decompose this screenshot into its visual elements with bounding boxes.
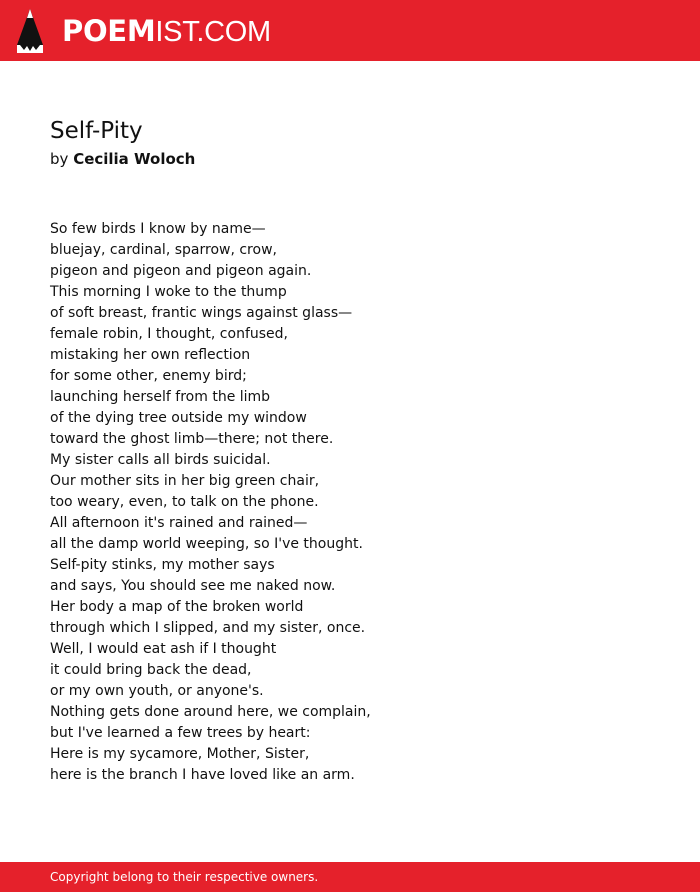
poem-line: too weary, even, to talk on the phone.: [50, 494, 319, 510]
poem-line: here is the branch I have loved like an arm.: [50, 767, 355, 783]
copyright-text: Copyright belong to their respective owners.: [50, 870, 319, 884]
poem-line: or my own youth, or anyone's.: [50, 683, 264, 699]
poem-line: Nothing gets done around here, we complain,: [50, 704, 371, 720]
poem-line: of soft breast, frantic wings against glass—: [50, 305, 353, 321]
poem-line: it could bring back the dead,: [50, 662, 252, 678]
poem-title: Self-Pity: [50, 118, 143, 144]
poem-line: Well, I would eat ash if I thought: [50, 641, 277, 657]
author-name: Cecilia Woloch: [73, 150, 196, 168]
poem-line: pigeon and pigeon and pigeon again.: [50, 263, 312, 279]
poem-line: Self-pity stinks, my mother says: [50, 557, 275, 573]
poem-line: for some other, enemy bird;: [50, 368, 247, 384]
by-label: by: [50, 150, 69, 168]
pencil-tip-icon[interactable]: [17, 9, 43, 53]
poem-line: mistaking her own reflection: [50, 347, 251, 363]
poem-byline: [50, 148, 195, 170]
poem-line: This morning I woke to the thump: [50, 284, 287, 300]
poem-line: but I've learned a few trees by heart:: [50, 725, 311, 741]
poem-line: Her body a map of the broken world: [50, 599, 304, 615]
poem-line: launching herself from the limb: [50, 389, 271, 405]
poem-line: bluejay, cardinal, sparrow, crow,: [50, 242, 277, 258]
site-footer: [0, 862, 700, 892]
poem-line: through which I slipped, and my sister, once.: [50, 620, 366, 636]
poem-line: female robin, I thought, confused,: [50, 326, 288, 342]
poem-line: Our mother sits in her big green chair,: [50, 473, 320, 489]
brand-light: IST.COM: [155, 16, 271, 48]
poem-line: all the damp world weeping, so I've thought.: [50, 536, 363, 552]
site-header: [0, 0, 700, 61]
poem-line: All afternoon it's rained and rained—: [50, 515, 308, 531]
brand-bold: POEM: [62, 14, 156, 48]
site-logo-text[interactable]: [62, 11, 271, 51]
poem-line: My sister calls all birds suicidal.: [50, 452, 271, 468]
poem-line: toward the ghost limb—there; not there.: [50, 431, 334, 447]
poem-line: So few birds I know by name—: [50, 221, 266, 237]
poem-body: [50, 219, 371, 786]
poem-line: Here is my sycamore, Mother, Sister,: [50, 746, 310, 762]
poem-line: and says, You should see me naked now.: [50, 578, 336, 594]
poem-line: of the dying tree outside my window: [50, 410, 307, 426]
